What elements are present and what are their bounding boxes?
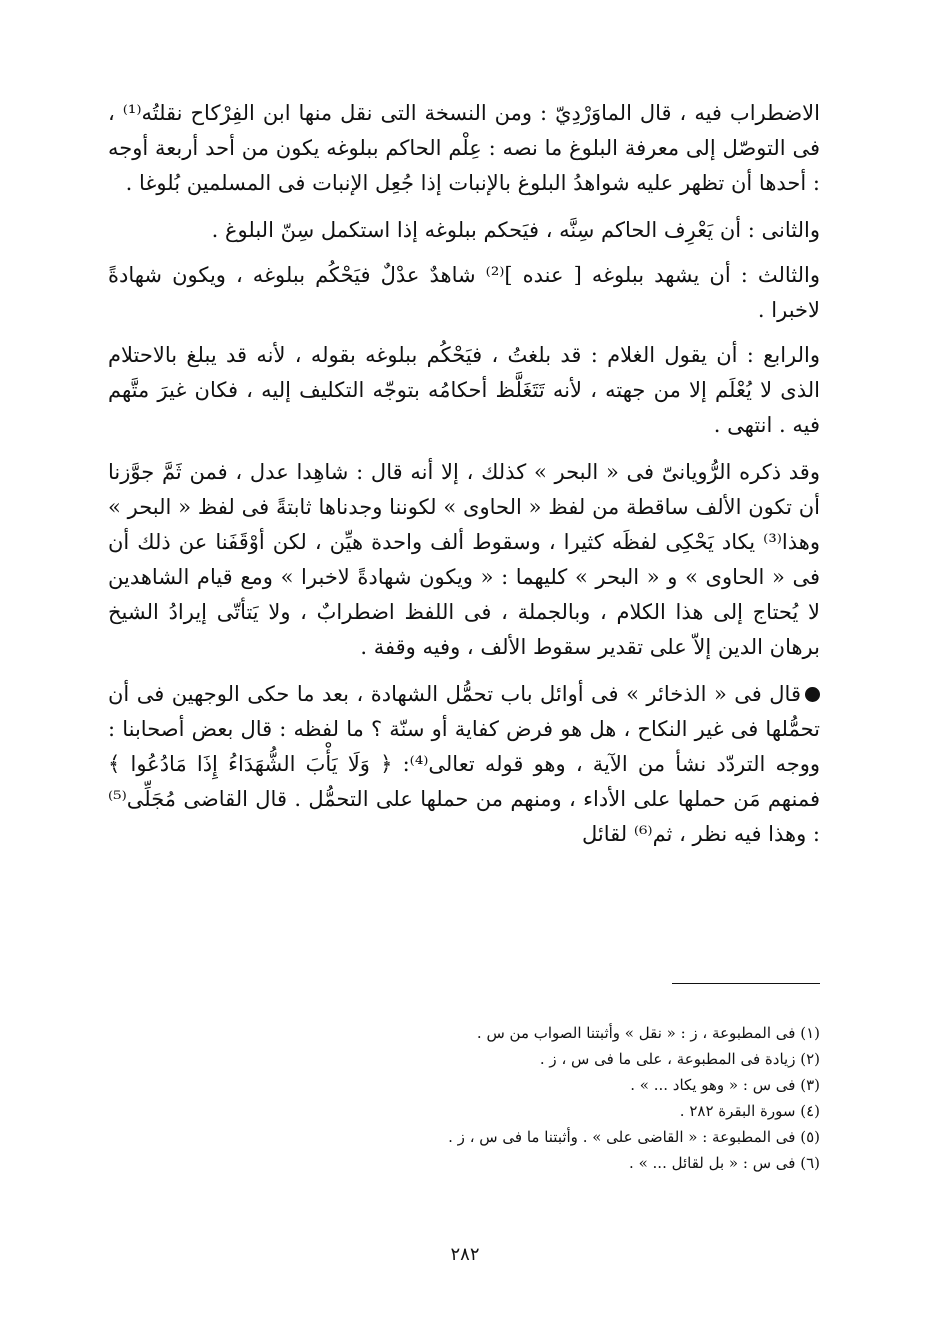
paragraph-mawardi: الاضطراب فيه ، قال الماوَرْدِيّ : ومن النسخة التى نقل منها ابن الفِرْكاح نقلتُه⁽¹⁾ ، فى التوصّل إلى معرفة البلوغ ما نصه : عِلْم الحاكم ببلوغه يكون من أحد أربعة أوجه : أحدها أن تظهر عليه شواهدُ البلوغ بالإنبات إذا جُعِل الإنبات فى المسلمين بُلوغا . <box>108 101 820 195</box>
footnote-1: (١) فى المطبوعة ، ز : « نقل » وأثبتنا الصواب من س . <box>476 1024 820 1042</box>
paragraph-fourth-way: والرابع : أن يقول الغلام : قد بلغتُ ، فيَحْكُم ببلوغه بقوله ، لأنه قد يبلغ بالاحتلام الذى لا يُعْلَم إلا من جهته ، لأنه تَتَغَلَّظ أحكامُه بتوجّه التكليف إليه ، فكان غيرَ متَّهم فيه . انتهى . <box>108 343 820 437</box>
paragraph-dhakhair: قال فى « الذخائر » فى أوائل باب تحمُّل الشهادة ، بعد ما حكى الوجهين فى أن تحمُّلها فى غير النكاح ، هل هو فرض كفاية أو سنّة ؟ ما لفظه : قال بعض أصحابنا : ووجه التردّد نشأ من الآية ، وهو قوله تعالى⁽⁴⁾: ﴿ وَلَا يَأْبَ الشُّهَدَاءُ إِذَا مَادُعُوا ﴾ فمنهم مَن حملها على الأداء ، ومنهم من حملها على التحمُّل . قال القاضى مُجَلِّى⁽⁵⁾ : وهذا فيه نظر ، ثم⁽⁶⁾ لقائل <box>108 682 820 846</box>
footnote-divider <box>672 983 820 984</box>
page-number: ٢٨٢ <box>450 1244 480 1265</box>
paragraph-ruyani: وقد ذكره الرُّويانىّ فى « البحر » كذلك ، إلا أنه قال : شاهِدا عدل ، فمن ثَمَّ جوَّزنا أن تكون الألف ساقطة من لفظ « الحاوى » لكوننا وجدناها ثابتةً فى لفظ « البحر » وهذا⁽³⁾ يكاد يَحْكِى لفظَه كثيرا ، وسقوط ألف واحدة هيِّن ، لكن أوْقَفَنا عن ذلك أن فى « الحاوى » و « البحر » كليهما : « ويكون شهادةً لاخبرا » ومع قيام الشاهدين لا يُحتاج إلى هذا الكلام ، وبالجملة ، فى اللفظ اضطرابٌ ، ولا يَتأتّى إيرادُ الشيخ برهان الدين إلاّ على تقدير سقوط الألف ، وفيه وقفة . <box>108 460 820 659</box>
footnote-2: (٢) زيادة فى المطبوعة ، على ما فى س ، ز . <box>539 1050 820 1068</box>
footnote-4: (٤) سورة البقرة ٢٨٢ . <box>679 1102 820 1120</box>
paragraph-third-way: والثالث : أن يشهد ببلوغه [ عنده ]⁽²⁾ شاهدٌ عدْلٌ فيَحْكُم ببلوغه ، ويكون شهادةً لاخبرا . <box>108 263 820 322</box>
footnotes <box>300 1020 820 1176</box>
footnote-5: (٥) فى المطبوعة : « القاضى على » . وأثبتنا ما فى س ، ز . <box>448 1128 820 1146</box>
footnote-6: (٦) فى س : « بل لقائل ... » . <box>629 1154 820 1172</box>
main-text <box>108 96 820 852</box>
paragraph-dhakhair-wrapper <box>108 677 820 852</box>
footnote-3: (٣) فى س : « وهو يكاد ... » . <box>630 1076 820 1094</box>
paragraph-second-way: والثانى : أن يَعْرِف الحاكم سِنَّه ، فيَحكم ببلوغه إذا استكمل سِنّ البلوغ . <box>211 218 820 242</box>
bullet-icon <box>805 687 820 702</box>
